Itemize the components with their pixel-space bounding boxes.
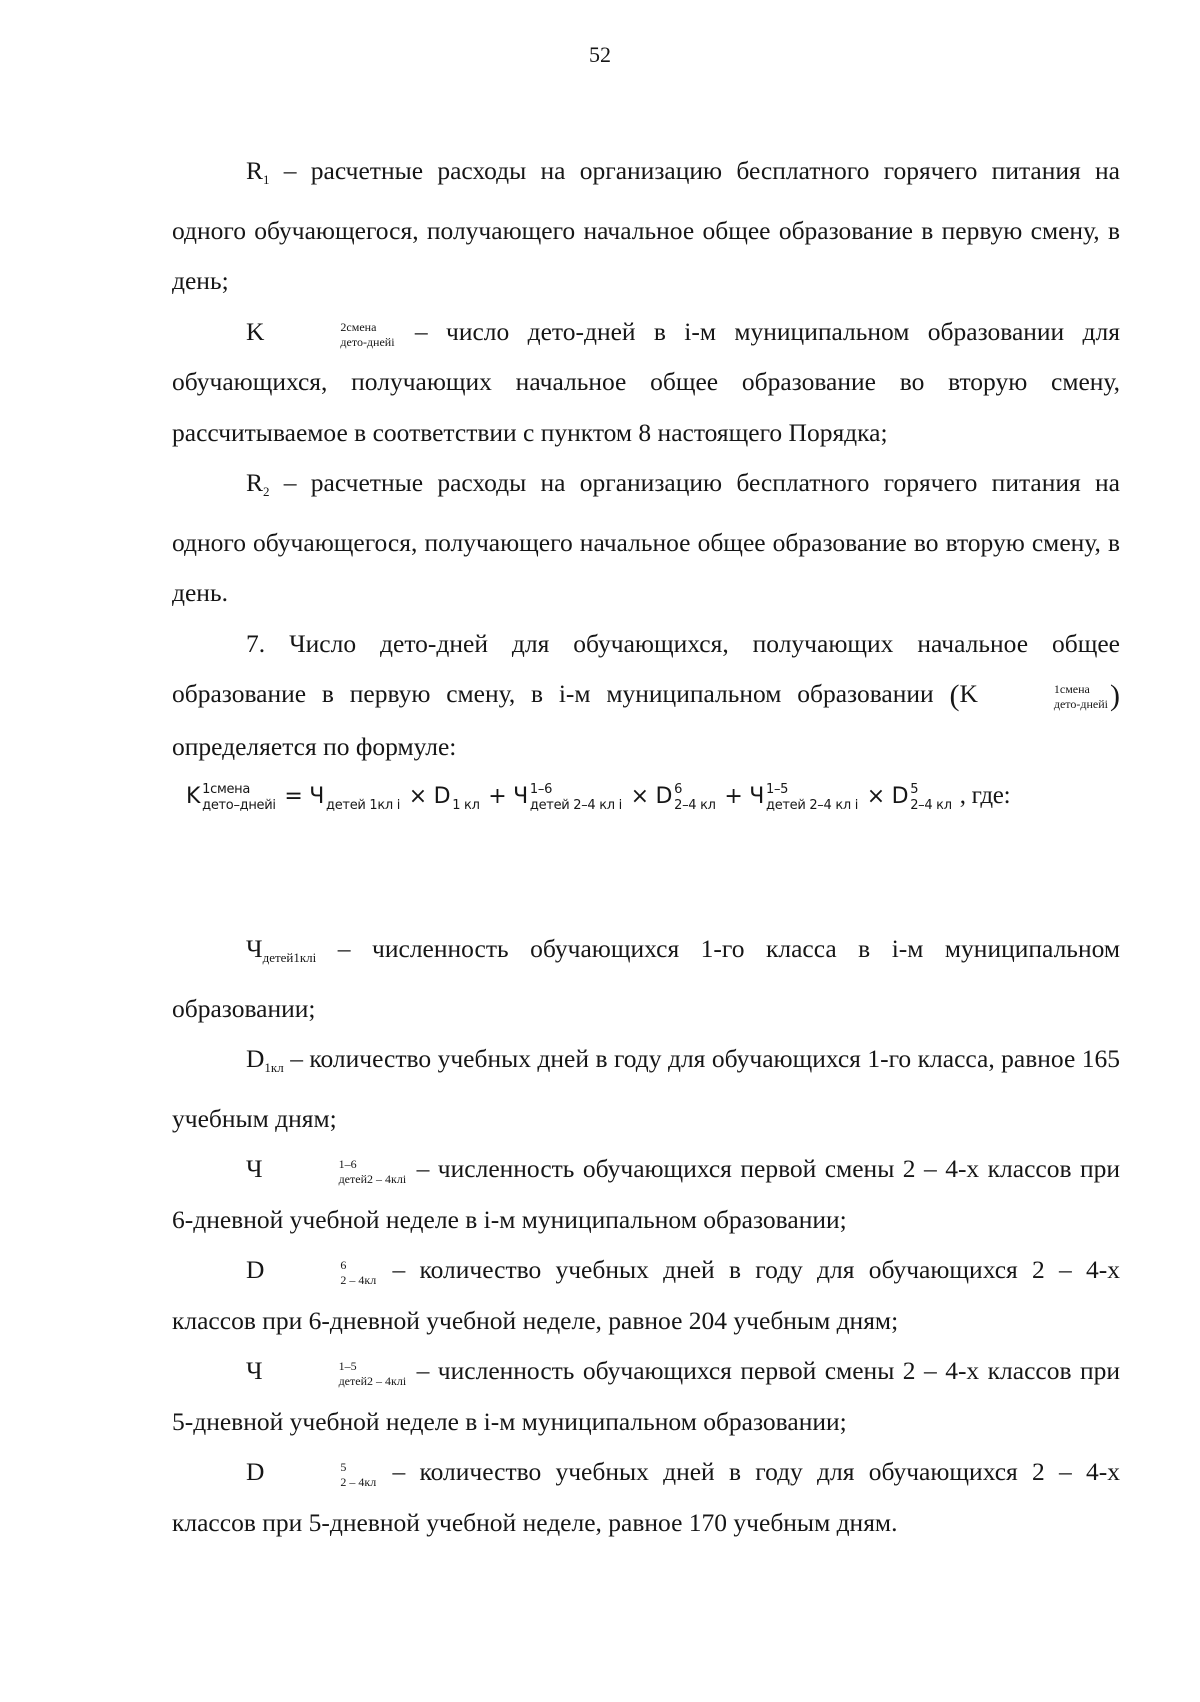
definition-text: – количество учебных дней в году для обучающихся 2 – 4-х классов при 5-дневной учебной неделе, равное 170 учебным дням. [172,1457,1120,1537]
superscript [452,783,479,796]
superscript: 2смена [340,319,377,334]
subscript: 2 – 4кл [340,1475,377,1489]
sup-sub [674,783,716,812]
paren: ( [949,679,960,712]
subscript: 1 кл [452,798,480,813]
sup-sub [266,1259,376,1286]
subscript: 1 [263,172,270,187]
times-sign: × [860,784,892,809]
definition-d1 [172,1034,1120,1144]
superscript: 5 [910,782,919,797]
definition-ch1 [172,924,1120,1034]
sup-sub [265,1158,407,1185]
paren: ) [1110,679,1120,712]
plus-sign: + [481,784,514,809]
sup-sub [530,783,622,812]
subscript: дето-днейi [1053,697,1108,711]
symbol: Ч [246,934,263,963]
subscript: 2–4 кл [674,798,716,813]
sup-sub [326,783,400,812]
paragraph-tail: определяется по формуле: [172,731,457,761]
superscript: 1–5 [338,1359,357,1373]
symbol: R [246,468,264,497]
subscript: дето-днейi [340,334,395,349]
sup-sub [265,1360,407,1387]
symbol: Ч [246,1356,263,1385]
times-sign: × [623,784,656,809]
formula-symbol: Ч [513,784,528,809]
superscript: 6 [340,1258,347,1272]
page-number: 52 [589,42,611,67]
sup-sub [266,321,394,348]
definition-d6 [172,1245,1120,1346]
formula-symbol: D [655,784,673,809]
definition-text: – численность обучающихся первой смены 2 – 4-х классов при 6-дневной учебной неделе в i-м муниципальном образовании; [172,1154,1120,1234]
superscript: 1–5 [766,782,789,797]
symbol: D [246,1255,265,1284]
subscript: 1кл [264,1060,284,1075]
symbol: Ч [246,1154,263,1183]
sup-sub [266,1461,376,1488]
definition-ch16 [172,1144,1120,1245]
subscript: детей2 – 4клi [338,1172,407,1186]
definition-text: – количество учебных дней в году для обучающихся 2 – 4-х классов при 6-дневной учебной неделе, равное 204 учебным дням; [172,1255,1120,1335]
symbol: K [959,679,978,708]
subscript: детей 2–4 кл i [766,798,859,813]
subscript: 2 – 4кл [340,1273,377,1287]
superscript: 5 [340,1460,347,1474]
definition-text: – число дето-дней в i-м муниципальном образовании для обучающихся, получающих начальное общее образование во вторую смену, рассчитываемое в соответствии с пунктом 8 настоящего Порядка; [172,316,1120,447]
sup-sub [452,783,479,812]
definition-r1 [172,146,1120,307]
plus-sign: + [717,784,750,809]
definition-ch15 [172,1346,1120,1447]
definition-text: – расчетные расходы на организацию бесплатного горячего питания на одного обучающегося, получающего начальное общее образование в первую смену, в день; [172,156,1120,295]
formula [186,782,1126,812]
definition-text: – численность обучающихся первой смены 2 – 4-х классов при 5-дневной учебной неделе в i-м муниципальном образовании; [172,1356,1120,1436]
subscript: 2 [263,484,270,499]
superscript: 1смена [202,782,251,797]
formula-symbol: D [433,784,451,809]
superscript: 1–6 [529,782,553,797]
document-body [172,146,1120,1548]
formula-symbol: D [891,784,909,809]
sup-sub [980,683,1108,710]
formula-symbol: Ч [309,784,325,809]
formula-symbol: K [186,784,201,809]
definition-k2 [172,307,1120,459]
definition-d5 [172,1447,1120,1548]
definition-r2 [172,458,1120,619]
symbol: D [246,1457,265,1486]
sup-sub [910,783,952,812]
subscript: детей1клi [262,950,317,965]
subscript: дето–днейi [202,798,276,813]
subscript: детей2 – 4клi [338,1374,407,1388]
equals-sign: = [277,784,310,809]
paragraph-text: 7. Число дето-дней для обучающихся, получающих начальное общее образование в первую смену, в i-м муниципальном образовании [172,628,1120,708]
times-sign: × [402,784,434,809]
symbol: D [246,1044,265,1073]
superscript: 1–6 [338,1157,357,1171]
definition-text: – расчетные расходы на организацию бесплатного горячего питания на одного обучающегося, получающего начальное общее образование во вторую смену, в день. [172,468,1120,607]
superscript [326,783,400,796]
superscript: 6 [674,782,683,797]
paragraph-7 [172,619,1120,773]
subscript: детей 1кл i [326,798,401,813]
symbol: R [246,156,264,185]
formula-where: , где: [959,782,1011,809]
definition-text: – количество учебных дней в году для обучающихся 1-го класса, равное 165 учебным дням; [172,1044,1120,1133]
subscript: 2–4 кл [910,798,952,813]
sup-sub [202,783,276,812]
symbol: K [246,316,265,346]
superscript: 1смена [1053,682,1090,696]
definition-text: – численность обучающихся 1-го класса в i-м муниципальном образовании; [172,934,1120,1023]
subscript: детей 2–4 кл i [529,798,622,813]
formula-symbol: Ч [749,784,764,809]
sup-sub [766,783,858,812]
